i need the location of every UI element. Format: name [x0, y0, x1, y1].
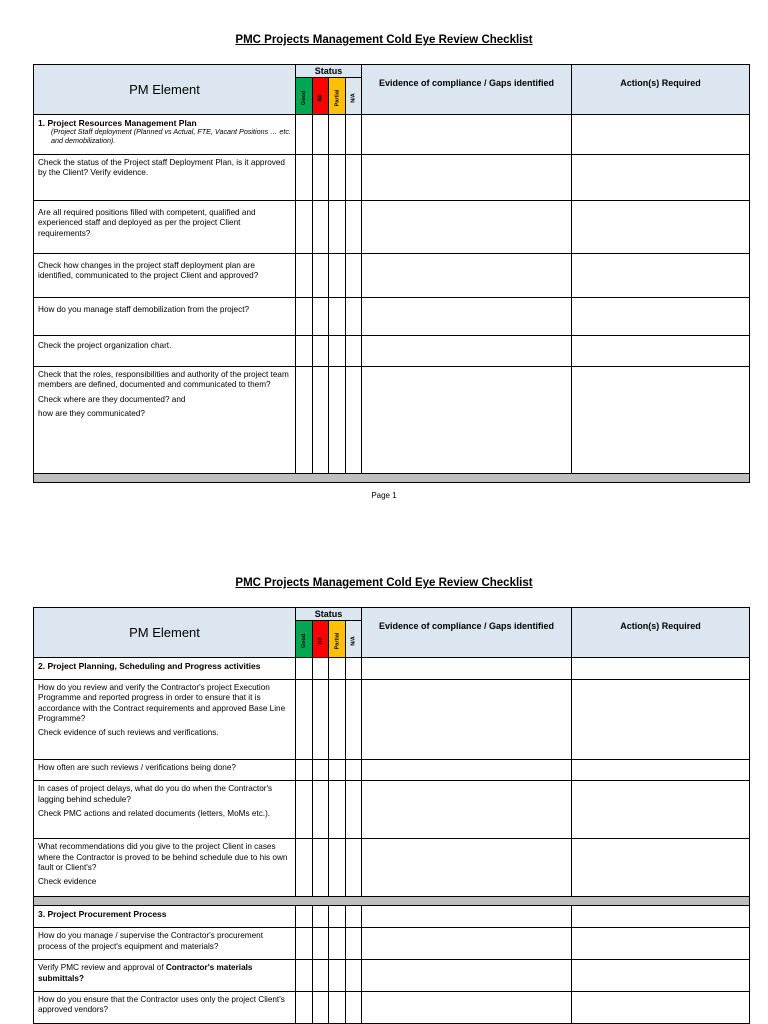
checklist-row: [34, 781, 750, 839]
question-cell: Check the project organization chart.: [34, 336, 296, 367]
page-footer: Page 1: [371, 491, 397, 500]
evidence-header: Evidence of compliance / Gaps identified: [362, 65, 572, 115]
section-row: [34, 906, 750, 928]
question-cell: How often are such reviews / verifications being done?: [34, 760, 296, 781]
question-cell: Check how changes in the project staff deployment plan are identified, communicated to the project Client and approved?: [34, 254, 296, 298]
status-nil-header: Nil: [313, 78, 329, 115]
section-subtitle: (Project Staff deployment (Planned vs Actual, FTE, Vacant Positions … etc. and demobilization).: [51, 127, 291, 145]
checklist-table-page1: [33, 64, 750, 483]
status-na-header: N/A: [346, 78, 362, 115]
checklist-row: [34, 680, 750, 760]
question-cell: Check that the roles, responsibilities and authority of the project team members are defined, documented and communicated to them? Check where are they documented? and how are they communicated?: [34, 367, 296, 474]
status-partial-header: Partial: [329, 621, 346, 658]
section-title: 3. Project Procurement Process: [34, 906, 296, 928]
section-title: 1. Project Resources Management Plan (Project Staff deployment (Planned vs Actual, FTE, Vacant Positions … etc. and demobilization).: [34, 115, 296, 155]
question-cell: How do you manage / supervise the Contractor's procurement process of the project's equipment and materials?: [34, 928, 296, 960]
checklist-row: [34, 201, 750, 254]
page2-title: PMC Projects Management Cold Eye Review Checklist: [235, 577, 533, 589]
status-good-header: Good: [296, 78, 313, 115]
section-row: [34, 658, 750, 680]
checklist-row: [34, 928, 750, 960]
checklist-row: [34, 760, 750, 781]
pm-element-header: PM Element: [34, 65, 296, 115]
checklist-row: [34, 254, 750, 298]
actions-header: Action(s) Required: [572, 608, 750, 658]
question-cell: Check the status of the Project staff Deployment Plan, is it approved by the Client? Verify evidence.: [34, 155, 296, 201]
section-row: [34, 115, 750, 155]
evidence-header: Evidence of compliance / Gaps identified: [362, 608, 572, 658]
table-header-row: [34, 65, 750, 78]
checklist-table-page2: [33, 607, 750, 1024]
status-na-header: N/A: [346, 621, 362, 658]
separator-row: [34, 474, 750, 483]
question-cell: In cases of project delays, what do you do when the Contractor's lagging behind schedule? Check PMC actions and related documents (letters, MoMs etc.).: [34, 781, 296, 839]
page1-title: PMC Projects Management Cold Eye Review Checklist: [235, 34, 533, 46]
status-good-header: Good: [296, 621, 313, 658]
actions-header: Action(s) Required: [572, 65, 750, 115]
checklist-row: [34, 960, 750, 992]
checklist-row: [34, 155, 750, 201]
status-partial-header: Partial: [329, 78, 346, 115]
question-cell: Verify PMC review and approval of Contractor's materials submittals?: [34, 960, 296, 992]
question-cell: What recommendations did you give to the project Client in cases where the Contractor is proved to be behind schedule due to his own fault or Client's? Check evidence: [34, 839, 296, 897]
pm-element-header: PM Element: [34, 608, 296, 658]
question-cell: How do you ensure that the Contractor uses only the project Client's approved vendors?: [34, 991, 296, 1023]
status-header: Status: [296, 65, 362, 78]
checklist-row: [34, 298, 750, 336]
checklist-row: [34, 839, 750, 897]
status-header: Status: [296, 608, 362, 621]
question-cell: How do you review and verify the Contractor's project Execution Programme and reported progress in order to ensure that it is accordance with the Contract requirements and approved Base Line Programme? Check evidence of such reviews and verifications.: [34, 680, 296, 760]
question-cell: Are all required positions filled with competent, qualified and experienced staff and deployed as per the project Client requirements?: [34, 201, 296, 254]
table-header-row: [34, 608, 750, 621]
question-cell: How do you manage staff demobilization from the project?: [34, 298, 296, 336]
separator-row: [34, 897, 750, 906]
checklist-row: [34, 991, 750, 1023]
status-nil-header: Nil: [313, 621, 329, 658]
checklist-row: [34, 367, 750, 474]
section-title: 2. Project Planning, Scheduling and Progress activities: [34, 658, 296, 680]
checklist-row: [34, 336, 750, 367]
